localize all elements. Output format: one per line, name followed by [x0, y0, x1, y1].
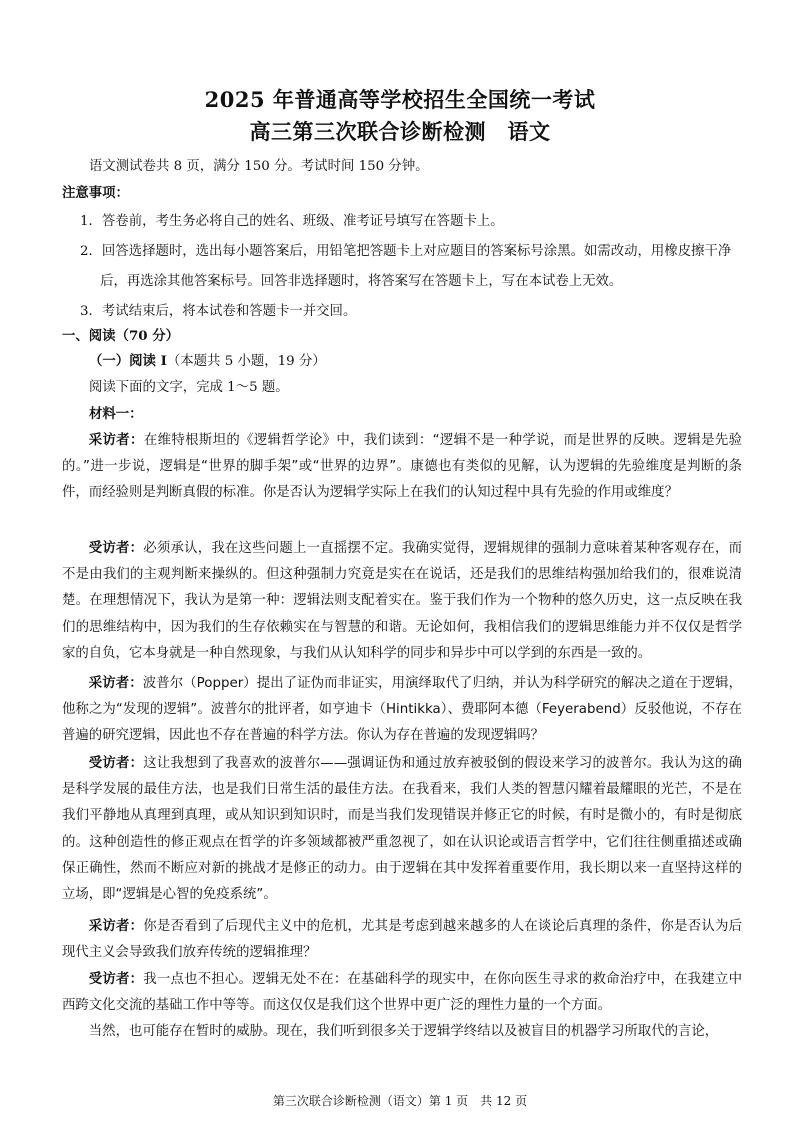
paragraph-text: 这让我想到了我喜欢的波普尔——强调证伪和通过放弃被驳倒的假设来学习的波普尔。我认为这的确是科学发展的最佳方法，也是我们日常生活的最佳方法。在我看来，我们人类的智慧闪耀着最耀眼的光芒，不是在我们平静地从真理到真理，或从知识到知识时，而是当我们发现错误并修正它的时候，有时是微小的，有时是彻底的。这种创造性的修正观点在哲学的许多领域都被严重忽视了，如在认识论或语言哲学中，它们往往侧重描述或确保正确性，然而不断应对新的挑战才是修正的动力。由于逻辑在其中发挥着重要作用，我长期以来一直坚持这样的立场，即“逻辑是心智的免疫系统”。: [62, 756, 743, 903]
speaker-label: 受访者：: [88, 755, 144, 771]
dialogue-paragraph: [62, 427, 742, 507]
paragraph-text: 必须承认，我在这些问题上一直摇摆不定。我确实觉得，逻辑规律的强制力意味着某种客观存在，而不是由我们的主观判断来操纵的。但这种强制力究竟是实在在说话，还是我们的思维结构强加给我们的，很难说清楚。在理想情况下，我认为是第一种：逻辑法则支配着实在。鉴于我们作为一个物种的悠久历史，这一点反映在我们的思维结构中，因为我们的生存依赖实在与智慧的和谐。无论如何，我相信我们的逻辑思维能力并不仅仅是哲学家的自负，它本身就是一种自然现象，与我们从认知科学的同步和异步中可以学到的东西是一致的。: [62, 541, 742, 661]
dialogue-paragraph: [62, 670, 742, 750]
note-item: 1．答卷前，考生务必将自己的姓名、班级、准考证号填写在答题卡上。: [80, 214, 504, 229]
page-footer: 第三次联合诊断检测（语文）第 1 页 共 12 页: [272, 1094, 528, 1108]
section-heading: 一、阅读（70 分）: [62, 328, 180, 344]
exam-title: 2025 年普通高等学校招生全国统一考试: [204, 87, 596, 112]
subsection-line: [89, 352, 326, 371]
notes-list: [80, 207, 740, 327]
dialogue-paragraph: [62, 750, 742, 908]
speaker-label: 采访者：: [88, 918, 144, 934]
speaker-label: 受访者：: [88, 540, 144, 556]
paragraph-text: 你是否看到了后现代主义中的危机，尤其是考虑到越来越多的人在谈论后真理的条件，你是否认为后现代主义会导致我们放弃传统的逻辑推理？: [62, 919, 742, 961]
paragraph-text: 在维特根斯坦的《逻辑哲学论》中，我们读到：“逻辑不是一种学说，而是世界的反映。逻辑是先验的。”进一步说，逻辑是“世界的脚手架”或“世界的边界”。康德也有类似的见解，认为逻辑的先验维度是判断的条件，而经验则是判断真假的标准。你是否认为逻辑学实际上在我们的认知过程中具有先验的作用或维度？: [62, 433, 743, 501]
exam-subtitle: 高三第三次联合诊断检测 语文: [249, 119, 551, 144]
dialogue-paragraph: [62, 535, 742, 667]
speaker-label: 受访者：: [88, 971, 144, 987]
instruction-text: 阅读下面的文字，完成 1～5 题。: [89, 380, 289, 395]
dialogue-paragraph: [62, 1019, 742, 1045]
dialogue-paragraph: [62, 913, 742, 966]
intro-text: 语文测试卷共 8 页，满分 150 分。考试时间 150 分钟。: [89, 159, 429, 174]
subsection-label: （一）阅读 I: [89, 353, 167, 369]
note-item: 2．回答选择题时，选出每小题答案后，用铅笔把答题卡上对应题目的答案标号涂黑。如需改动，用橡皮擦干净后，再选涂其他答案标号。回答非选择题时，将答案写在答题卡上，写在本试卷上无效。: [80, 244, 732, 289]
speaker-label: 采访者：: [88, 432, 144, 448]
material-label: 材料一：: [89, 406, 143, 422]
speaker-label: 采访者：: [88, 675, 143, 691]
paragraph-text: 我一点也不担心。逻辑无处不在：在基础科学的现实中，在你向医生寻求的救命治疗中，在我建立中西跨文化交流的基础工作中等等。而这仅仅是我们这个世界中更广泛的理性力量的一个方面。: [62, 972, 742, 1014]
dialogue-paragraph: [62, 966, 742, 1019]
subsection-info: （本题共 5 小题，19 分）: [166, 354, 326, 369]
paragraph-text: 当然，也可能存在暂时的威胁。现在，我们听到很多关于逻辑学终结以及被盲目的机器学习所取代的言论，: [88, 1024, 719, 1039]
notes-heading: 注意事项：: [62, 185, 129, 201]
paragraph-text: 波普尔（Popper）提出了证伪而非证实，用演绎取代了归纳，并认为科学研究的解决之道在于逻辑，他称之为“发现的逻辑”。波普尔的批评者，如亨迪卡（Hintikka）、费耶阿本德（Feyerabend）反驳他说，不存在普遍的研究逻辑，因此也不存在普遍的科学方法。你认为存在普遍的发现逻辑吗？: [62, 676, 743, 744]
note-item: 3．考试结束后，将本试卷和答题卡一并交回。: [80, 304, 357, 319]
